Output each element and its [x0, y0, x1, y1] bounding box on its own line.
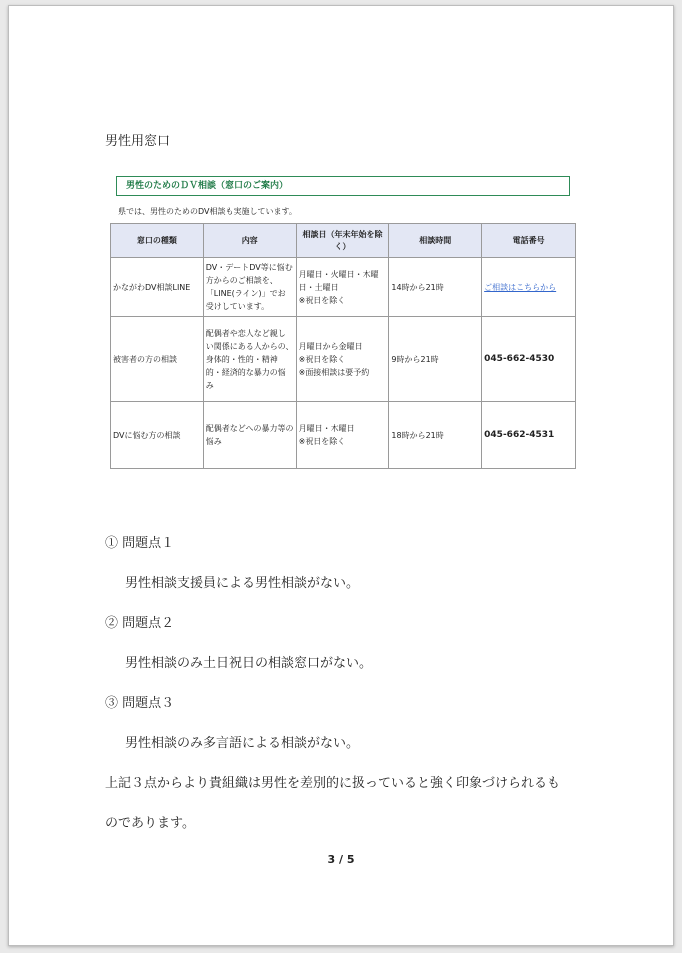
- header-hours: 相談時間: [389, 224, 482, 258]
- consultation-table: [110, 223, 576, 469]
- days-line: 月曜日・火曜日・木曜日・土曜日: [298, 269, 379, 292]
- issue-title: ② 問題点２: [105, 616, 175, 631]
- dv-consultation-banner: 男性のためのＤＶ相談（窓口のご案内）: [116, 176, 570, 196]
- issue-title: ① 問題点１: [105, 536, 175, 551]
- issue-title: ③ 問題点３: [105, 696, 175, 711]
- days-note: ※祝日を除く: [298, 354, 346, 364]
- conclusion-line: のであります。: [105, 816, 195, 831]
- cell-hours: 18時から21時: [389, 402, 482, 469]
- conclusion-line: 上記３点からより貴組織は男性を差別的に扱っていると強く印象づけられるも: [105, 776, 561, 791]
- section-heading: 男性用窓口: [105, 134, 171, 149]
- days-note: ※面接相談は要予約: [298, 367, 370, 377]
- days-line: 月曜日から金曜日: [298, 341, 363, 351]
- cell-content: 配偶者や恋人など親しい関係にある人からの、身体的・性的・精神的・経済的な暴力の悩み: [203, 317, 296, 402]
- issue-body: 男性相談支援員による男性相談がない。: [125, 576, 360, 591]
- cell-hours: 14時から21時: [389, 258, 482, 317]
- days-note: ※祝日を除く: [298, 437, 346, 446]
- table-header-row: [111, 224, 576, 258]
- phone-number: 045-662-4531: [484, 430, 555, 440]
- header-content: 内容: [203, 224, 296, 258]
- cell-contact: [482, 402, 576, 469]
- issue-body: 男性相談のみ土日祝日の相談窓口がない。: [125, 656, 373, 671]
- table-row: [111, 258, 576, 317]
- days-line: 月曜日・木曜日: [298, 424, 355, 433]
- cell-days: [296, 402, 389, 469]
- intro-text: 県では、男性のためのDV相談も実施しています。: [118, 207, 297, 216]
- header-phone: 電話番号: [482, 224, 576, 258]
- cell-days: [296, 317, 389, 402]
- days-note: ※祝日を除く: [298, 295, 346, 305]
- document-page: [8, 5, 674, 946]
- phone-number: 045-662-4530: [484, 354, 555, 364]
- cell-contact: [482, 258, 576, 317]
- cell-type: 被害者の方の相談: [111, 317, 204, 402]
- header-days: 相談日（年末年始を除く）: [296, 224, 389, 258]
- cell-days: [296, 258, 389, 317]
- cell-content: DV・デートDV等に悩む方からのご相談を、「LINE(ライン)」でお受けしています。: [203, 258, 296, 317]
- table-row: [111, 402, 576, 469]
- page-number: 3 / 5: [327, 853, 355, 866]
- consult-link[interactable]: ご相談はこちらから: [484, 282, 557, 292]
- cell-content: 配偶者などへの暴力等の悩み: [203, 402, 296, 469]
- cell-contact: [482, 317, 576, 402]
- cell-hours: 9時から21時: [389, 317, 482, 402]
- table-row: [111, 317, 576, 402]
- cell-type: かながわDV相談LINE: [111, 258, 204, 317]
- cell-type: DVに悩む方の相談: [111, 402, 204, 469]
- header-type: 窓口の種類: [111, 224, 204, 258]
- issue-body: 男性相談のみ多言語による相談がない。: [125, 736, 360, 751]
